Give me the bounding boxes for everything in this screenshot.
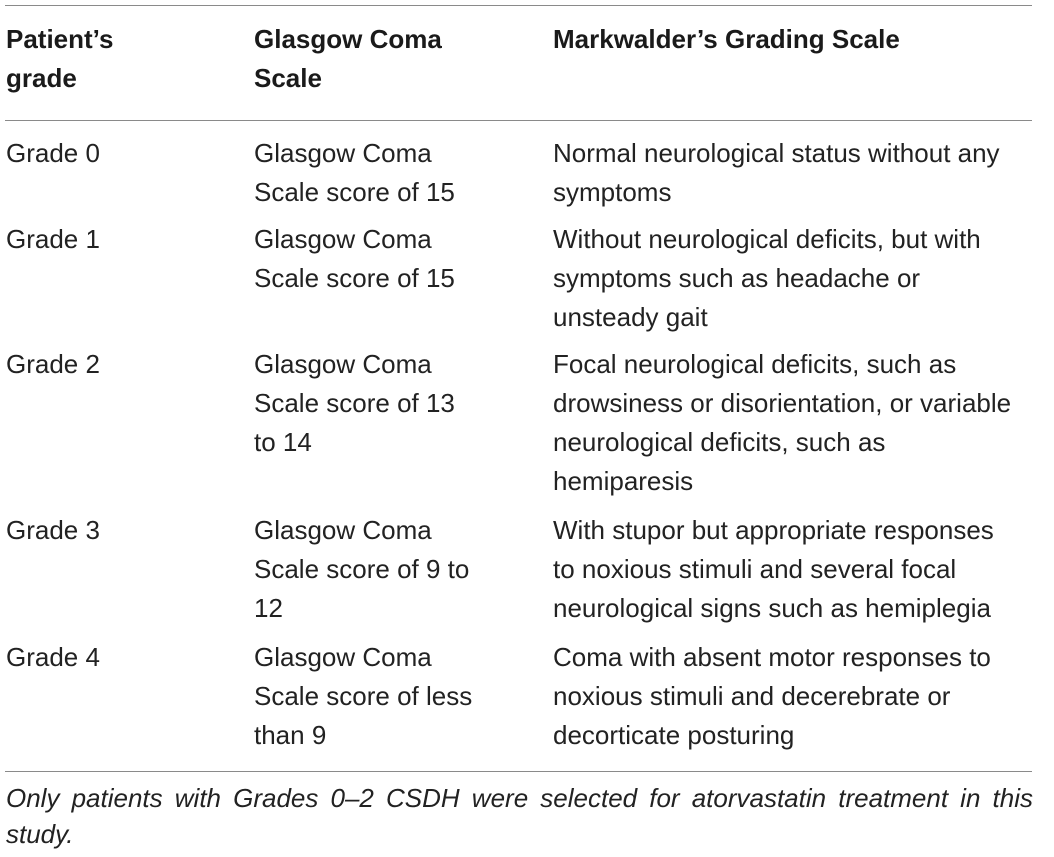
row-grade-cell: Grade 4 xyxy=(6,642,100,672)
row-markwalder-cell: Focal neurological deficits, such as drowsiness or disorientation, or variable neurological deficits, such as hemiparesis xyxy=(553,349,1012,496)
row-gcs-cell: Glasgow Coma Scale score of 9 to 12 xyxy=(254,515,470,623)
header-rule xyxy=(5,120,1032,121)
row-grade-cell: Grade 2 xyxy=(6,349,100,379)
row-grade-cell: Grade 1 xyxy=(6,224,100,254)
row-markwalder-cell: With stupor but appropriate responses to noxious stimuli and several focal neurological signs such as hemiplegia xyxy=(553,515,994,623)
header-glasgow-coma-scale: Glasgow Coma Scale xyxy=(254,24,442,93)
row-markwalder-cell: Without neurological deficits, but with symptoms such as headache or unsteady gait xyxy=(553,224,981,332)
table-bottom-rule xyxy=(5,771,1032,772)
header-markwalders-grading-scale: Markwalder’s Grading Scale xyxy=(553,24,900,54)
row-gcs-cell: Glasgow Coma Scale score of 13 to 14 xyxy=(254,349,455,457)
table-top-rule xyxy=(5,5,1032,6)
row-markwalder-cell: Normal neurological status without any symptoms xyxy=(553,138,1000,207)
row-gcs-cell: Glasgow Coma Scale score of 15 xyxy=(254,224,455,293)
row-gcs-cell: Glasgow Coma Scale score of less than 9 xyxy=(254,642,473,750)
header-patients-grade: Patient’s grade xyxy=(6,24,114,93)
row-grade-cell: Grade 3 xyxy=(6,515,100,545)
row-grade-cell: Grade 0 xyxy=(6,138,100,168)
table-footnote: Only patients with Grades 0–2 CSDH were selected for atorvastatin treatment in this study. xyxy=(6,783,1033,849)
row-gcs-cell: Glasgow Coma Scale score of 15 xyxy=(254,138,455,207)
row-markwalder-cell: Coma with absent motor responses to noxious stimuli and decerebrate or decorticate posturing xyxy=(553,642,991,750)
